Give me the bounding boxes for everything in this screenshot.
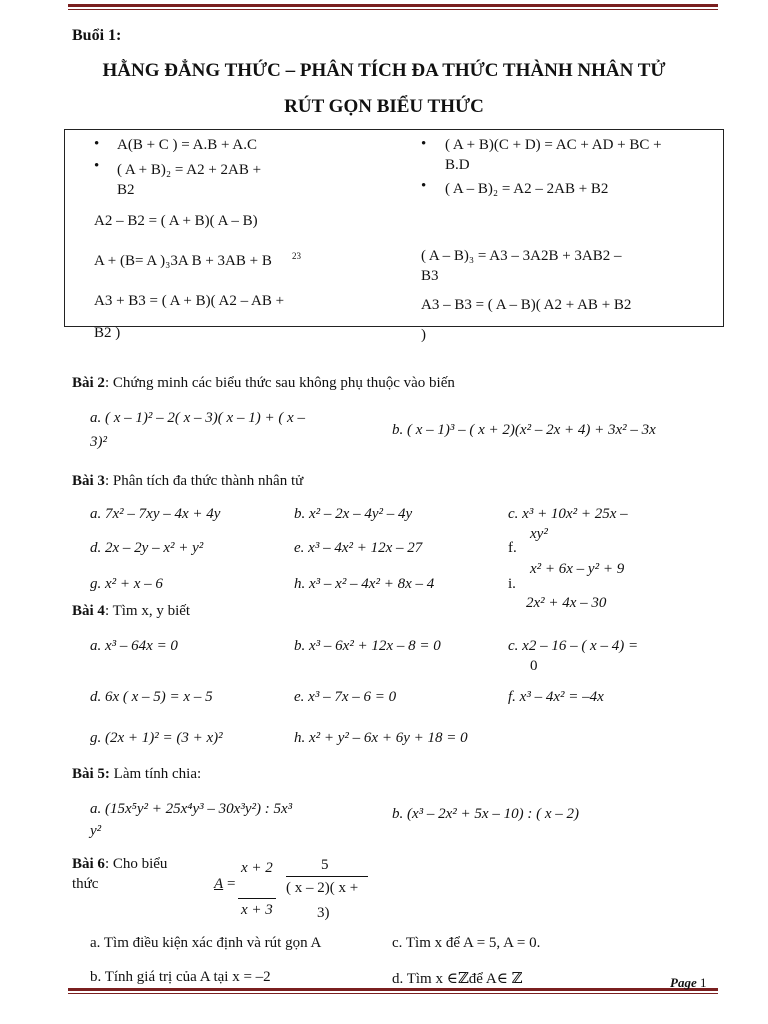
formula-7: ( A – B)₂ = A2 – 2AB + B2 bbox=[445, 181, 609, 197]
title-line-1: HẰNG ĐẲNG THỨC – PHÂN TÍCH ĐA THỨC THÀNH NHÂN TỬ bbox=[102, 60, 666, 81]
bai6-denominator-1: x + 3 bbox=[241, 902, 273, 918]
bai3-a: a. 7x² – 7xy – 4x + 4y bbox=[90, 506, 221, 522]
bai3-h: h. x³ – x² – 4x² + 8x – 4 bbox=[294, 576, 435, 592]
bai6-text-2: thức bbox=[72, 876, 99, 892]
bai5-text: Làm tính chia: bbox=[109, 766, 202, 782]
formula-6a: ( A + B)(C + D) = AC + AD + BC + bbox=[445, 137, 662, 153]
bai2-b: b. ( x – 1)³ – ( x + 2)(x² – 2x + 4) + 3x² – 3x bbox=[392, 422, 656, 438]
bai4-h: h. x² + y² – 6x + 6y + 18 = 0 bbox=[294, 730, 468, 746]
fraction-bar bbox=[286, 876, 368, 877]
bai2-a-line2: 3)² bbox=[90, 434, 107, 450]
formula-8b: B3 bbox=[421, 268, 439, 284]
bai3-e: e. x³ – 4x² + 12x – 27 bbox=[294, 540, 423, 556]
page-number: 1 bbox=[699, 975, 707, 990]
bai4-g: g. (2x + 1)² = (3 + x)² bbox=[90, 730, 223, 746]
bullet-icon: • bbox=[94, 158, 100, 174]
formula-8a: ( A – B)₃ = A3 – 3A2B + 3AB2 – bbox=[421, 248, 622, 264]
bai6-label: Bài 6 bbox=[72, 856, 105, 872]
bai2-a-line1: a. ( x – 1)² – 2( x – 3)( x – 1) + ( x – bbox=[90, 410, 305, 426]
bai5-a-line1: a. (15x⁵y² + 25x⁴y³ – 30x³y²) : 5x³ bbox=[90, 801, 293, 817]
bai2-text: : Chứng minh các biểu thức sau không phụ thuộc vào biến bbox=[104, 375, 455, 391]
bai3-f-expr: x² + 6x – y² + 9 bbox=[530, 561, 625, 577]
page-label: Page bbox=[670, 975, 697, 990]
formula-3: A2 – B2 = ( A + B)( A – B) bbox=[94, 213, 258, 229]
bai6-text-1: : Cho biểu bbox=[104, 856, 168, 872]
formula-6b: B.D bbox=[445, 157, 470, 173]
bullet-icon: • bbox=[421, 136, 427, 152]
bai6-a: a. Tìm điều kiện xác định và rút gọn A bbox=[90, 935, 322, 951]
formula-9a: A3 – B3 = ( A – B)( A2 + AB + B2 bbox=[421, 297, 632, 313]
title-line-2: RÚT GỌN BIỂU THỨC bbox=[284, 96, 484, 117]
bai4-heading bbox=[72, 603, 190, 620]
formula-9b: ) bbox=[421, 327, 426, 343]
bai6-numerator-2: 5 bbox=[321, 857, 329, 873]
bai4-d: d. 6x ( x – 5) = x – 5 bbox=[90, 689, 213, 705]
bai3-d: d. 2x – 2y – x² + y² bbox=[90, 540, 204, 556]
bai3-i-expr: 2x² + 4x – 30 bbox=[526, 595, 607, 611]
bottom-rule bbox=[68, 988, 718, 991]
bai6-d: d. Tìm x ∈ℤđể A∈ ℤ bbox=[392, 971, 523, 987]
bai3-c-line2: xy² bbox=[530, 526, 548, 542]
bai4-a: a. x³ – 64x = 0 bbox=[90, 638, 178, 654]
bai5-b: b. (x³ – 2x² + 5x – 10) : ( x – 2) bbox=[392, 806, 579, 822]
bai6-equals: = bbox=[227, 876, 236, 892]
formula-4-superscript: 23 bbox=[292, 251, 301, 261]
fraction-bar bbox=[238, 898, 276, 899]
bai5-label: Bài 5: bbox=[72, 766, 110, 782]
formula-5b: B2 ) bbox=[94, 325, 121, 341]
bottom-rule-thin bbox=[68, 993, 718, 994]
formula-2b: B2 bbox=[117, 182, 135, 198]
bai6-denominator-2a: ( x – 2)( x + bbox=[286, 880, 359, 896]
formula-5a: A3 + B3 = ( A + B)( A2 – AB + bbox=[94, 293, 285, 309]
bai4-c-line2: 0 bbox=[530, 658, 538, 674]
bai3-i: i. bbox=[508, 576, 516, 592]
bai6-heading bbox=[72, 856, 167, 873]
bai4-label: Bài 4 bbox=[72, 603, 105, 619]
bai3-b: b. x² – 2x – 4y² – 4y bbox=[294, 506, 413, 522]
bai5-a-line2: y² bbox=[90, 823, 102, 839]
bai3-label: Bài 3 bbox=[72, 473, 105, 489]
bai4-text: : Tìm x, y biết bbox=[104, 603, 191, 619]
bai2-label: Bài 2 bbox=[72, 375, 105, 391]
bai6-numerator-1: x + 2 bbox=[241, 860, 273, 876]
bai3-f: f. bbox=[508, 540, 517, 556]
bai3-g: g. x² + x – 6 bbox=[90, 576, 163, 592]
bai4-b: b. x³ – 6x² + 12x – 8 = 0 bbox=[294, 638, 441, 654]
top-rule-thin bbox=[68, 9, 718, 10]
bai3-heading bbox=[72, 473, 303, 490]
bai2-heading bbox=[72, 375, 455, 392]
formula-2a: ( A + B)₂ = A2 + 2AB + bbox=[117, 162, 262, 178]
formula-4: A + (B= A )₃3A B + 3AB + B bbox=[94, 253, 272, 269]
session-label: Buổi 1: bbox=[72, 27, 122, 44]
bullet-icon: • bbox=[94, 136, 100, 152]
bai3-c-line1: c. x³ + 10x² + 25x – bbox=[508, 506, 628, 522]
bai6-denominator-2b: 3) bbox=[317, 905, 330, 921]
formula-1: A(B + C ) = A.B + A.C bbox=[117, 137, 257, 153]
top-rule bbox=[68, 4, 718, 7]
bai6-A-symbol: A bbox=[214, 876, 224, 892]
bai3-text: : Phân tích đa thức thành nhân tử bbox=[104, 473, 304, 489]
page-footer bbox=[670, 975, 706, 991]
bai6-c: c. Tìm x để A = 5, A = 0. bbox=[392, 935, 541, 951]
bai6-b: b. Tính giá trị của A tại x = –2 bbox=[90, 969, 271, 985]
bai5-heading bbox=[72, 766, 201, 783]
bai4-e: e. x³ – 7x – 6 = 0 bbox=[294, 689, 397, 705]
bullet-icon: • bbox=[421, 178, 427, 194]
bai4-c-line1: c. x2 – 16 – ( x – 4) = bbox=[508, 638, 639, 654]
bai4-f: f. x³ – 4x² = –4x bbox=[508, 689, 604, 705]
